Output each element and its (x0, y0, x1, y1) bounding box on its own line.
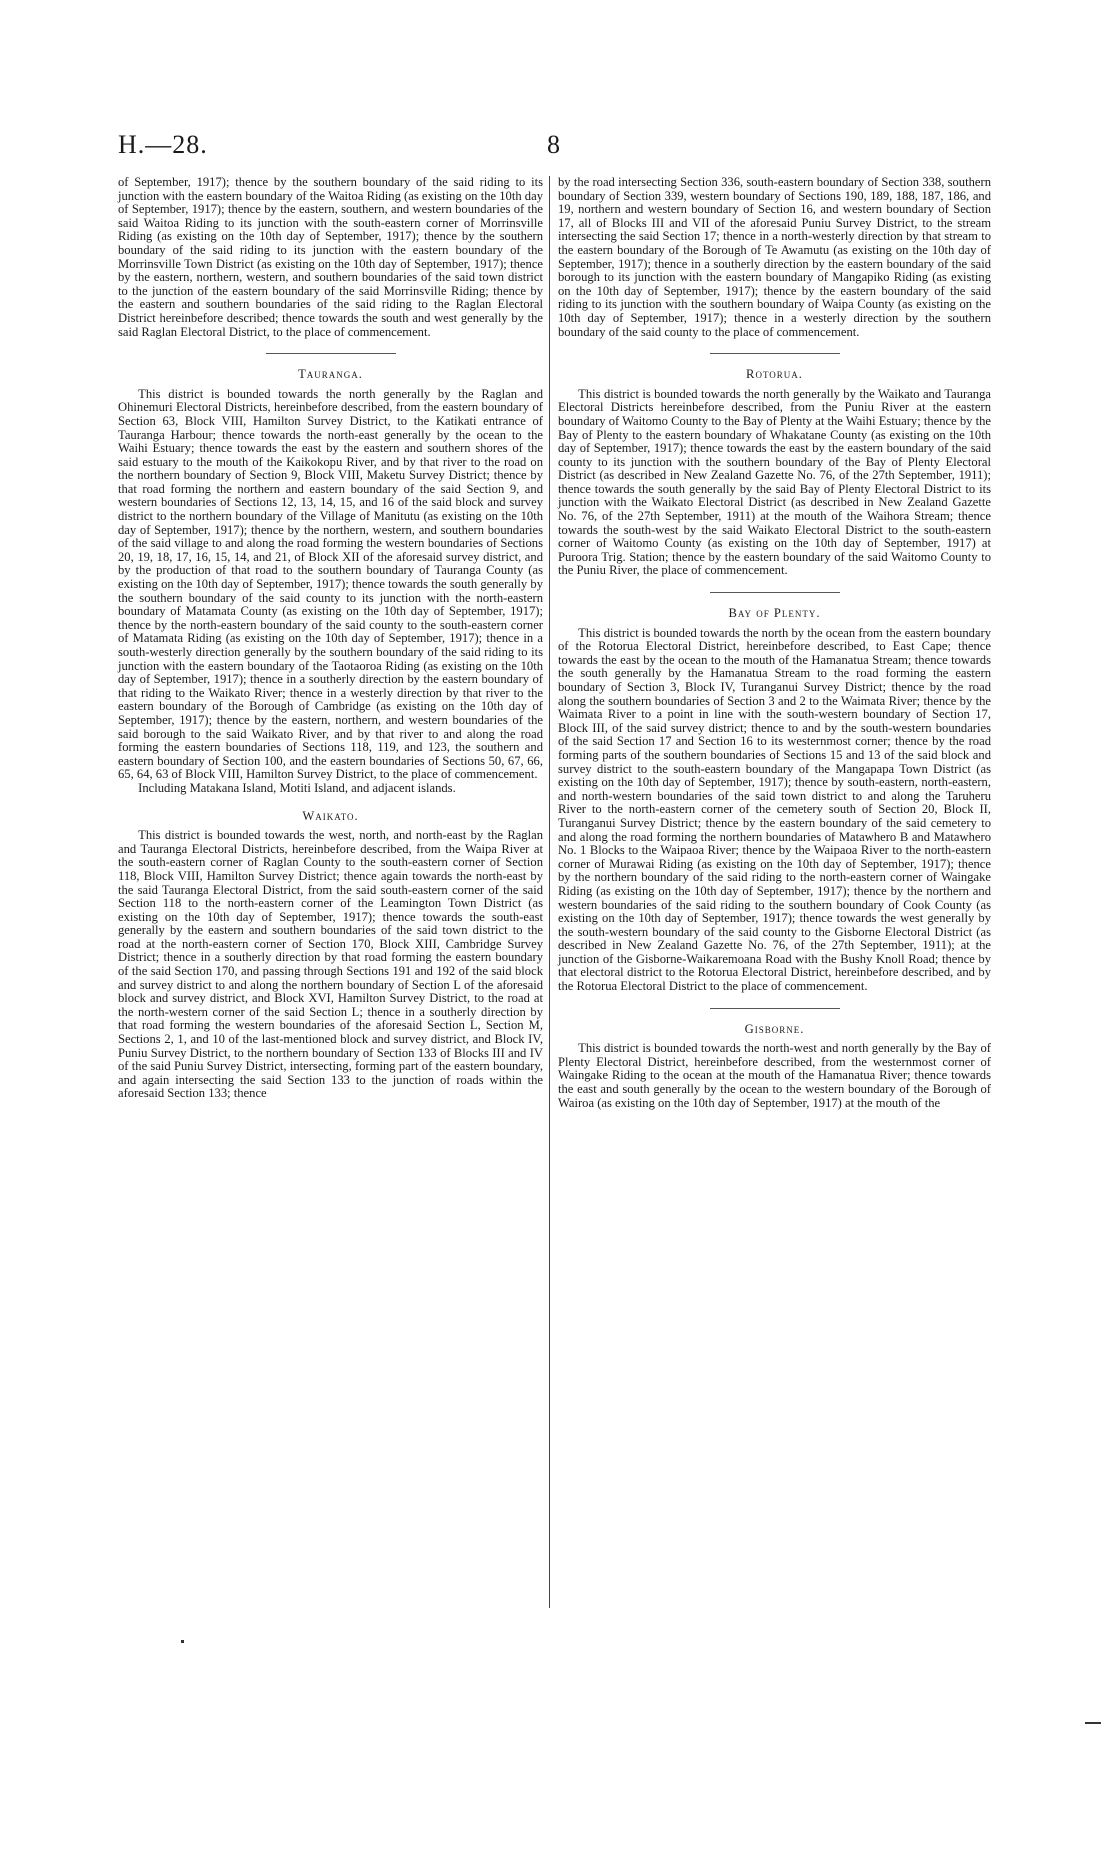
gisborne-heading: Gisborne. (744, 1021, 805, 1036)
gisborne-text: This district is bounded towards the north-west and north generally by the Bay of Plenty Electoral District, hereinbefore described, from the westernmost corner of Waingake Riding to the ocean at the mouth of the Hamanatua River; thence towards the east and south generally by the ocean to the western boundary of the Borough of Wairoa (as existing on the 10th day of September, 1917) at the mouth of the (558, 1041, 991, 1110)
right-column (558, 176, 991, 1110)
left-continuation-text: of September, 1917); thence by the southern boundary of the said riding to its junction with the eastern boundary of the Waitoa Riding (as existing on the 10th day of September, 1917); thence by the eastern, southern, and western boundaries of the said Waitoa Riding to its junction with the south-eastern corner of Morrinsville Riding (as existing on the 10th day of September, 1917); thence by the southern boundary of the said riding to its junction with the eastern boundary of the Morrinsville Town District (as existing on the 10th day of September, 1917); thence by the eastern, northern, western, and southern boundaries of the said town district to the junction of the eastern boundary of the said Morrinsville Riding; thence by the eastern and southern boundaries of the said riding to the Raglan Electoral District hereinbefore described; thence towards the south and west generally by the said Raglan Electoral District, to the place of commencement. (118, 175, 543, 339)
waikato-heading: Waikato. (302, 808, 359, 823)
tauranga-islands-text: Including Matakana Island, Motiti Island, and adjacent islands. (138, 780, 456, 795)
bay-of-plenty-text: This district is bounded towards the north by the ocean from the eastern boundary of the Rotorua Electoral District, hereinbefore described, to East Cape; thence towards the east by the ocean to the mouth of the Hamanatua Stream; thence towards the south generally by the Hamanatua Stream to the road forming the eastern boundary of Section 3, Block IV, Turanganui Survey District; thence by the road along the southern boundaries of Section 3 and 2 to the Waimata River; thence by the Waimata River to a point in line with the south-western boundary of Section 17, Block III, of the said survey district; thence to and by the south-western boundaries of the said Section 17 and Section 16 to its westernmost corner; thence by the road forming parts of the southern boundaries of Sections 15 and 13 of the said block and survey district to the south-eastern boundary of the Mangapapa Town District (as existing on the 10th day of September, 1917); thence by south-eastern, north-eastern, and north-western boundaries of the said town district to and along the Taruheru River to the north-eastern corner of the cemetery south of Section 20, Block II, Turanganui Survey District; thence by the eastern boundary of the said cemetery to and along the road forming the northern boundaries of Matawhero B and Matawhero No. 1 Blocks to the Waipaoa River; thence by the Waipaoa River to the north-eastern corner of Murawai Riding (as existing on the 10th day of September, 1917); thence by the northern boundary of the said riding to the north-eastern corner of Waingake Riding (as existing on the 10th day of September, 1917); thence by the northern and western boundaries of the said riding to the southern boundary of Cook County (as existing on the 10th day of September, 1917); thence towards the west generally by the south-western boundary of the said county to the Gisborne Electoral District (as described in New Zealand Gazette No. 76, of the 27th September, 1911); at the junction of the Gisborne-Waikaremoana Road with the Bushy Knoll Road; thence by that electoral district to the Rotorua Electoral District, hereinbefore described, and by the Rotorua Electoral District to the place of commencement. (558, 625, 991, 994)
page-header-ref: H.—28. (118, 130, 208, 159)
left-column (118, 176, 543, 1101)
rotorua-text: This district is bounded towards the north generally by the Waikato and Tauranga Electoral Districts hereinbefore described, from the Puniu River at the eastern boundary of Waitomo County to the Bay of Plenty at the Waihi Estuary; thence by the Bay of Plenty to the eastern boundary of Whakatane County (as existing on the 10th day of September, 1917); thence towards the east by the eastern boundary of the said county to its junction with the southern boundary of the Bay of Plenty Electoral District (as described in New Zealand Gazette No. 76, of the 27th September, 1911); thence towards the south generally by the said Bay of Plenty Electoral District to its junction with the Waikato Electoral District (as described in New Zealand Gazette No. 76, of the 27th September, 1911) at the mouth of the Waihora Stream; thence towards the south-west by the said Waikato Electoral District to the south-eastern corner of Waitomo County (as existing on the 10th day of September, 1917) at Puroora Trig. Station; thence by the eastern boundary of the said Waitomo County to the Puniu River, the place of commencement. (558, 386, 991, 578)
right-continuation-text: by the road intersecting Section 336, south-eastern boundary of Section 338, southern boundary of Section 339, western boundary of Sections 190, 189, 188, 187, 186, and 19, northern and western boundary of Section 16, and western boundary of Section 17, all of Blocks III and VII of the aforesaid Puniu Survey District, to the stream intersecting the said Section 17; thence in a north-westerly direction by that stream to the eastern boundary of the Borough of Te Awamutu (as existing on the 10th day of September, 1917); thence in a southerly direction by the eastern boundary of the said borough to its junction with the eastern boundary of Mangapiko Riding (as existing on the 10th day of September, 1917); thence by the eastern boundary of the said riding to its junction with the southern boundary of Waipa County (as existing on the 10th day of September, 1917); thence in a westerly direction by the southern boundary of the said county to the place of commencement. (558, 175, 991, 339)
page-number: 8 (547, 130, 560, 159)
column-divider (549, 176, 550, 1608)
scan-speck (1085, 1722, 1101, 1724)
bay-of-plenty-heading: Bay of Plenty. (728, 606, 821, 621)
section-divider (710, 353, 840, 354)
waikato-text: This district is bounded towards the west, north, and north-east by the Raglan and Tauranga Electoral Districts, hereinbefore described, from the Waipa River at the south-eastern corner of Raglan County to the south-eastern corner of Section 118, Block VIII, Hamilton Survey District; thence again towards the north-east by the said Tauranga Electoral District, from the said south-eastern corner of the said Section 118 to the north-eastern corner of the Leamington Town District (as existing on the 10th day of September, 1917); thence towards the south-east generally by the eastern and southern boundaries of the said town district to the road at the north-eastern corner of Section 170, Block XIII, Cambridge Survey District; thence in a southerly direction by that road forming the eastern boundary of the said Section 170, and passing through Sections 191 and 192 of the said block and survey district to and along the northern boundary of Section L of the aforesaid block and survey district, and Block XVI, Hamilton Survey District, to the road at the north-western corner of the said Section L; thence in a southerly direction by that road forming the western boundaries of the aforesaid Section L, Section M, Sections 2, 1, and 10 of the last-mentioned block and survey district, and Block IV, Puniu Survey District, to the northern boundary of Section 133 of Blocks III and IV of the said Puniu Survey District, intersecting, forming part of the eastern boundary, and again intersecting the said Section 133 to the junction of roads within the aforesaid Section 133; thence (118, 828, 543, 1101)
section-divider (266, 353, 396, 354)
tauranga-text: This district is bounded towards the north generally by the Raglan and Ohinemuri Electoral Districts, hereinbefore described, from the eastern boundary of Section 63, Block VIII, Hamilton Survey District, to the Katikati entrance of Tauranga Harbour; thence towards the north-east generally by the ocean to the Waihi Estuary; thence towards the east by the eastern and southern shores of the said estuary to the mouth of the Kaikokopu River, and by that river to the road on the northern boundary of Section 9, Block VIII, Maketu Survey District; thence by that road forming the northern and eastern boundary of the said Section 9, and western boundaries of Sections 12, 13, 14, 15, and 16 of the said block and survey district to the northern boundary of the Village of Manitutu (as existing on the 10th day of September, 1917); thence by the northern, western, and southern boundaries of the said village to and along the road forming the western boundaries of Sections 20, 19, 18, 17, 16, 15, 14, and 21, of Block XII of the aforesaid survey district, and by the production of that road to the southern boundary of Tauranga County (as existing on the 10th day of September, 1917); thence towards the south generally by the southern boundary of the said county to its junction with the north-eastern boundary of Matamata County (as existing on the 10th day of September, 1917); thence by the north-eastern boundary of the said county to the south-eastern corner of Matamata Riding (as existing on the 10th day of September, 1917); thence in a south-westerly direction generally by the southern boundary of the said riding to its junction with the eastern boundary of the Taotaoroa Riding (as existing on the 10th day of September, 1917); thence in a southerly direction by the eastern boundary of that riding to the Waikato River; thence in a westerly direction by that river to the eastern boundary of the Borough of Cambridge (as existing on the 10th day of September, 1917); thence by the eastern, northern, and western boundaries of the said borough to the said Waikato River, and by that river to and along the road forming the eastern boundaries of Sections 118, 119, and 123, the southern and eastern boundary of Section 100, and the eastern boundaries of Sections 50, 67, 66, 65, 64, 63 of Block VIII, Hamilton Survey District, to the place of commencement. (118, 386, 543, 782)
section-divider (710, 1008, 840, 1009)
scan-speck (181, 1640, 184, 1643)
rotorua-heading: Rotorua. (746, 367, 803, 382)
tauranga-heading: Tauranga. (298, 367, 363, 382)
section-divider (710, 592, 840, 593)
